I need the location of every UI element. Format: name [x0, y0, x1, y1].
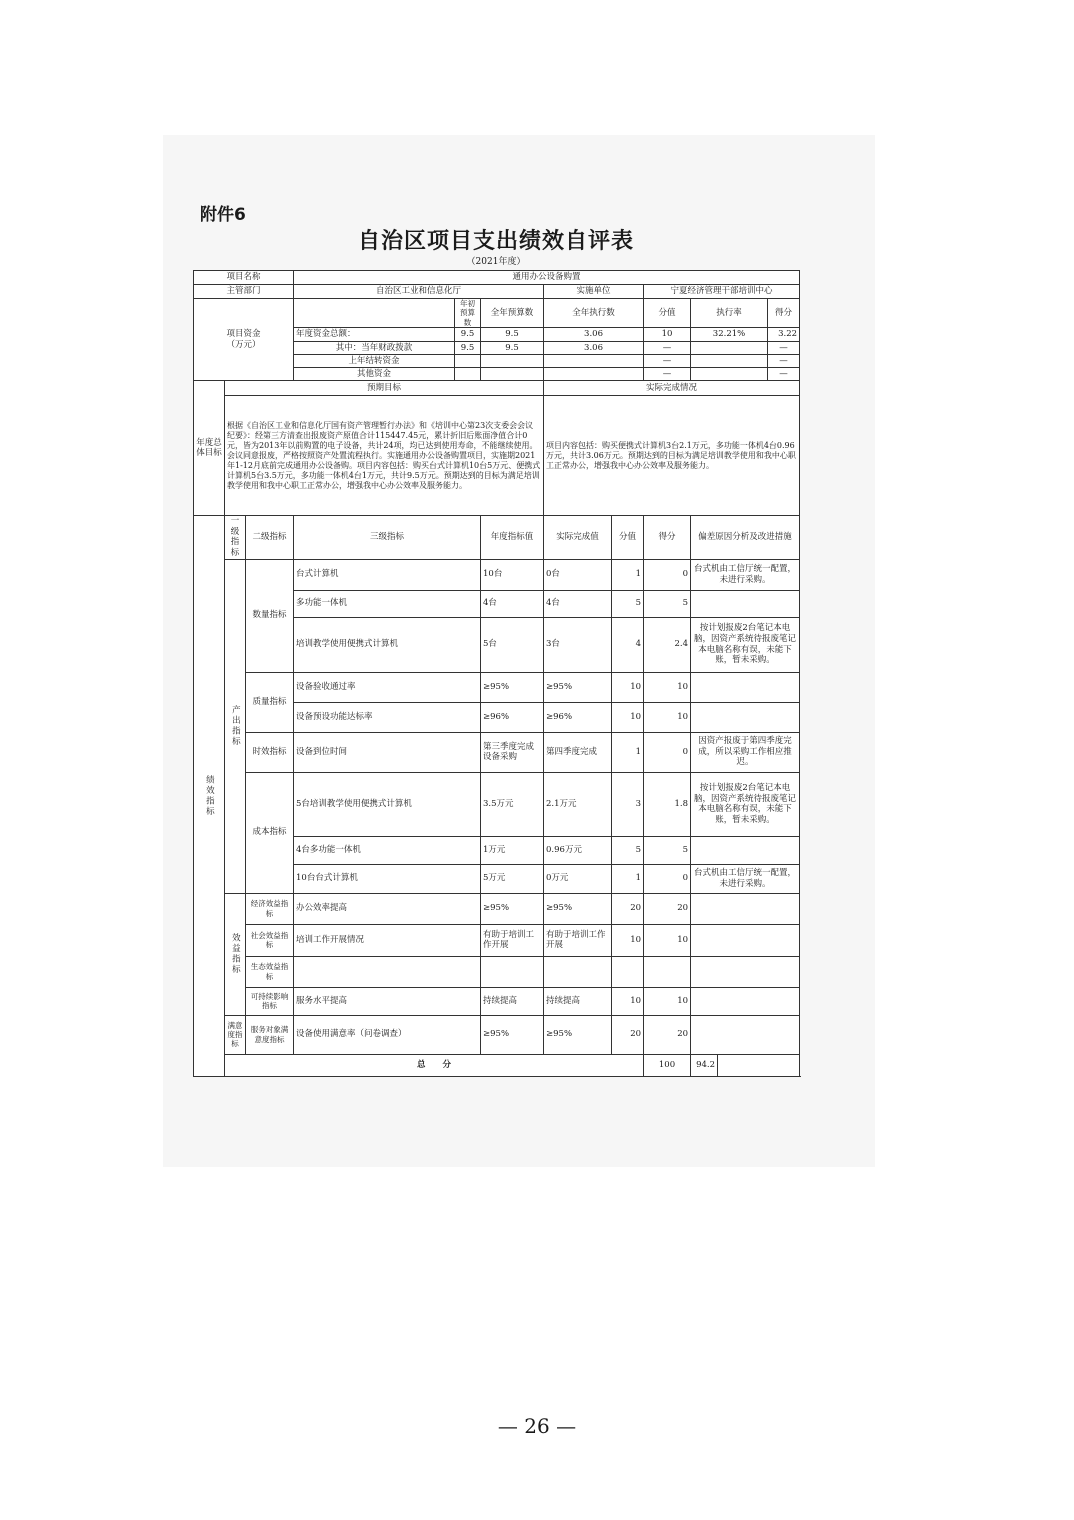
- page-title: 自治区项目支出绩效自评表: [357, 228, 634, 254]
- page-number: — 26 —: [497, 1414, 577, 1438]
- col-score: 得分: [768, 299, 800, 328]
- satisfaction-label: 满意度指标: [225, 1015, 246, 1054]
- indicator-row: 设备预设功能达标率 ≥96% ≥96% 10 10: [194, 702, 800, 732]
- col-score-value: 分值: [644, 299, 691, 328]
- funds-row: 其他资金 — —: [194, 368, 800, 381]
- timeliness-label: 时效指标: [246, 732, 294, 772]
- indicators-header-row: 绩效指标 一级指标 二级指标 三级指标 年度指标值 实际完成值 分值 得分 偏差原因分析及改进措施: [194, 516, 800, 560]
- attachment-label: 附件6: [200, 205, 246, 225]
- project-name-value: 通用办公设备购置: [294, 271, 800, 285]
- col-initial: 年初预算数: [455, 299, 481, 328]
- indicator-row: 社会效益指标 培训工作开展情况 有助于培训工作开展 有助于培训工作开展 10 10: [194, 924, 800, 956]
- funds-label: 项目资金 （万元）: [194, 299, 294, 381]
- indicator-row: 产出指标 数量指标 台式计算机 10台 0台 1 0 台式机由工信厅统一配置，未进行采购。: [194, 559, 800, 590]
- funds-row: 上年结转资金 — —: [194, 355, 800, 368]
- eco-label: 生态效益指标: [246, 956, 294, 987]
- indicator-row: [194, 956, 800, 987]
- indicator-row: 10台台式计算机 5万元 0万元 1 0 台式机由工信厅统一配置，未进行采购。: [194, 864, 800, 893]
- performance-table: [193, 270, 800, 1077]
- goals-header-row: [194, 381, 800, 396]
- total-label: 总 分: [225, 1054, 644, 1076]
- indicator-row: 成本指标 5台培训教学使用便携式计算机 3.5万元 2.1万元 3 1.8 按计划报废2台笔记本电脑，因资产系统待报废笔记本电脑名称有误，未能下账，暂未采购。: [194, 772, 800, 836]
- col-full-budget: 全年预算数: [481, 299, 544, 328]
- indicator-row: 质量指标 设备验收通过率 ≥95% ≥95% 10 10: [194, 672, 800, 702]
- actual-text: 项目内容包括：购买便携式计算机3台2.1万元，多功能一体机4台0.96万元，共计3.06万元。预期达到的目标为满足培训教学使用和我中心职工正常办公，增强我中心办公效率及服务能力。: [544, 396, 800, 516]
- impl-label: 实施单位: [544, 285, 644, 299]
- indicator-row: 时效指标 设备到位时间 第三季度完成设备采购 第四季度完成 1 0 因资产报废于第四季度完成，所以采购工作相应推迟。: [194, 732, 800, 772]
- dept-value: 自治区工业和信息化厅: [294, 285, 544, 299]
- col-rate: 执行率: [691, 299, 768, 328]
- actual-label: 实际完成情况: [544, 381, 800, 396]
- funds-row: 其中：当年财政拨款 9.5 9.5 3.06 — —: [194, 342, 800, 355]
- cost-label: 成本指标: [246, 772, 294, 893]
- total-score: 94.2: [691, 1054, 718, 1076]
- indicator-row: 4台多功能一体机 1万元 0.96万元 5 5: [194, 836, 800, 864]
- indicators-section-label: 绩效指标: [194, 516, 225, 1077]
- expected-label: 预期目标: [225, 381, 544, 396]
- total-value: 100: [644, 1054, 691, 1076]
- dept-label: 主管部门: [194, 285, 294, 299]
- year-label: （2021年度）: [466, 257, 526, 267]
- goals-label: 年度总体目标: [194, 381, 225, 516]
- indicator-row: 培训教学使用便携式计算机 5台 3台 4 2.4 按计划报废2台笔记本电脑，因资产系统待报废笔记本电脑名称有误，未能下账，暂未采购。: [194, 617, 800, 672]
- project-name-label: 项目名称: [194, 271, 294, 285]
- project-name-row: [194, 271, 800, 285]
- indicator-row: 效益指标 经济效益指标 办公效率提高 ≥95% ≥95% 20 20: [194, 893, 800, 924]
- service-label: 服务对象满意度指标: [246, 1015, 294, 1054]
- impl-value: 宁夏经济管理干部培训中心: [644, 285, 800, 299]
- sustain-label: 可持续影响指标: [246, 987, 294, 1015]
- indicator-row: 可持续影响指标 服务水平提高 持续提高 持续提高 10 10: [194, 987, 800, 1015]
- funds-row: 年度资金总额： 9.5 9.5 3.06 10 32.21% 3.22: [194, 328, 800, 342]
- effect-label: 效益指标: [225, 893, 246, 1015]
- col-executed: 全年执行数: [544, 299, 644, 328]
- goals-text-row: [194, 396, 800, 516]
- indicator-row: 多功能一体机 4台 4台 5 5: [194, 590, 800, 617]
- quantity-label: 数量指标: [246, 559, 294, 672]
- total-row: [194, 1054, 800, 1076]
- quality-label: 质量指标: [246, 672, 294, 732]
- economic-label: 经济效益指标: [246, 893, 294, 924]
- indicator-row: 满意度指标 服务对象满意度指标 设备使用满意率（问卷调查） ≥95% ≥95% 20 20: [194, 1015, 800, 1054]
- department-row: [194, 285, 800, 299]
- social-label: 社会效益指标: [246, 924, 294, 956]
- output-label: 产出指标: [225, 559, 246, 893]
- funds-header-row: [194, 299, 800, 328]
- expected-text: 根据《自治区工业和信息化厅国有资产管理暂行办法》和《培训中心第23次支委会会议纪要》：经第三方清查出报废资产原值合计115447.45元，累计折旧后账面净值合计0元，皆为2013年以前购置的电子设备，共计24项，均已达到使用寿命，不能继续使用。会议同意报废，严格按照资产处置流程执行。实施通用办公设备购置项目，实施期2021年1-12月底前完成通用办公设备购。项目内容包括：购买台式计算机10台5万元、便携式计算机5台3.5万元，多功能一体机4台1万元，共计9.5万元。预期达到的目标为满足培训教学使用和我中心职工正常办公，增强我中心办公效率及服务能力。: [225, 396, 544, 516]
